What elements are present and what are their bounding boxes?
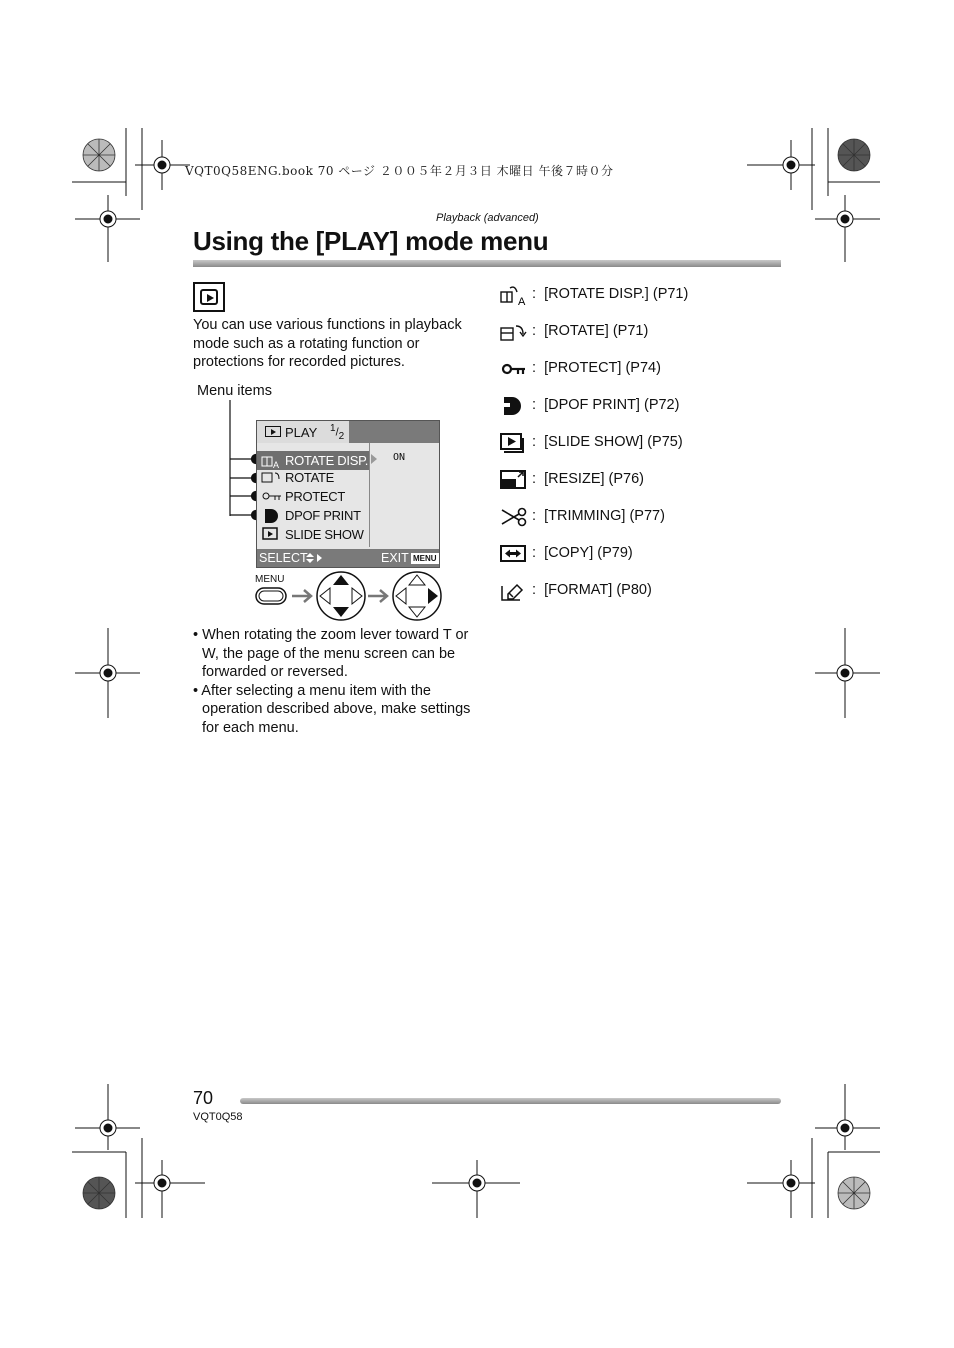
footer-menu-badge: MENU: [413, 554, 437, 563]
lcd-footer: [257, 549, 439, 567]
navigation-diagram: [252, 570, 444, 622]
legend-text: [TRIMMING] (P77): [544, 508, 665, 524]
notes-list: [193, 626, 483, 737]
lcd-item-slide-show: SLIDE SHOW: [285, 527, 364, 542]
lcd-item-dpof-print: DPOF PRINT: [285, 508, 361, 523]
playback-mode-icon: [193, 282, 225, 312]
protect-key-icon: [500, 358, 530, 380]
lcd-item-protect: PROTECT: [285, 489, 346, 504]
menu-items-label: Menu items: [197, 383, 272, 399]
document-code: VQT0Q58: [193, 1111, 243, 1123]
play-tab: [257, 421, 349, 443]
play-tab-label: PLAY: [285, 425, 318, 440]
rotate-icon: [500, 321, 530, 343]
lcd-item-rotate-disp: A ROTATE DISP.: [257, 451, 369, 470]
arrow-right-icon: [292, 590, 311, 602]
rotate-disp-icon: [500, 284, 530, 306]
svg-text:A: A: [518, 296, 526, 306]
footer-exit-label: EXIT: [381, 551, 409, 565]
legend-text: [SLIDE SHOW] (P75): [544, 434, 683, 450]
slide-show-icon: [500, 432, 530, 454]
legend-text: [ROTATE DISP.] (P71): [544, 286, 689, 302]
lcd-item-rotate: ROTATE: [285, 470, 334, 485]
rotate-disp-icon: [261, 453, 283, 469]
format-icon: [500, 580, 530, 602]
trimming-scissors-icon: [500, 506, 530, 528]
print-info-header: VQT0Q58ENG.book 70 ページ ２００５年２月３日 木曜日 午後７時０分: [185, 164, 614, 178]
cursor-right-icon: [393, 572, 441, 620]
legend-text: [DPOF PRINT] (P72): [544, 397, 680, 413]
lcd-divider: [369, 443, 370, 547]
page-indicator: $^1/_2$: [330, 423, 345, 442]
page-number: 70: [193, 1088, 214, 1108]
legend-text: [PROTECT] (P74): [544, 360, 661, 376]
dpof-print-icon: [500, 395, 530, 417]
cursor-updown-icon: [317, 572, 365, 620]
lcd-menu-screen: [256, 420, 440, 568]
legend-text: [FORMAT] (P80): [544, 582, 652, 598]
updown-right-arrows-icon: [305, 552, 325, 564]
play-tab-icon: [265, 426, 281, 437]
legend-text: [RESIZE] (P76): [544, 471, 645, 487]
page-title: Using the [PLAY] mode menu: [193, 226, 549, 256]
title-underline: [193, 260, 781, 267]
arrow-right-icon-2: [368, 590, 387, 602]
lcd-setting-value: ON: [393, 452, 406, 463]
lcd-header: [257, 421, 439, 443]
legend-text: [COPY] (P79): [544, 545, 633, 561]
svg-text:A: A: [273, 460, 279, 469]
section-label: Playback (advanced): [436, 212, 539, 224]
note-item: • After selecting a menu item with the operation described above, make settings for each menu.: [193, 682, 471, 736]
copy-icon: [500, 543, 530, 565]
legend-text: [ROTATE] (P71): [544, 323, 649, 339]
submenu-arrow-icon: [371, 454, 377, 464]
lcd-item-icons: [261, 469, 285, 545]
menu-button-label: MENU: [255, 574, 285, 585]
resize-icon: [500, 469, 530, 491]
footer-select-label: SELECT: [259, 551, 308, 565]
intro-text: You can use various functions in playback mode such as a rotating function or protections for recorded pictures.: [193, 317, 462, 370]
footer-rule: [240, 1098, 781, 1104]
note-item: • When rotating the zoom lever toward T or W, the page of the menu screen can be forwarded or reversed.: [193, 627, 469, 680]
menu-button-icon: [256, 588, 286, 604]
